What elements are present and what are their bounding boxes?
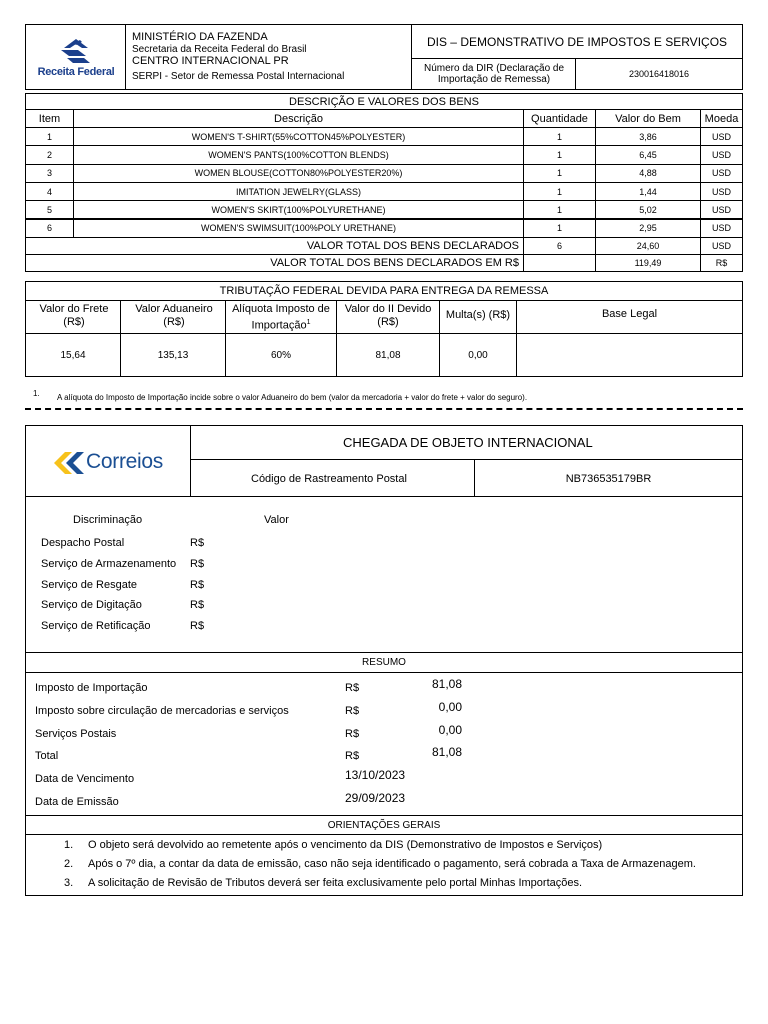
col-valor-bem: Valor do Bem: [595, 109, 701, 128]
total-brl-qty: [523, 254, 596, 272]
guidance-number: 2.: [64, 858, 74, 870]
total-brl-value: 119,49: [595, 254, 701, 272]
total-qty: 6: [523, 237, 596, 255]
tax-aliquota: 60%: [270, 349, 291, 361]
row-currency: USD: [700, 164, 743, 183]
row-value: 5,02: [595, 200, 701, 219]
row-value: 4,88: [595, 164, 701, 183]
row-currency: USD: [700, 200, 743, 219]
secretariat-text: Secretaria da Receita Federal do Brasil: [132, 44, 307, 55]
guidance-text: Após o 7º dia, a contar da data de emissão, caso não seja identificado o pagamento, será cobrada a Taxa de Armazenagem.: [88, 858, 696, 870]
row-qty: 1: [523, 145, 596, 164]
row-currency: USD: [700, 182, 743, 201]
summary-label: Data de Vencimento: [35, 773, 135, 785]
summary-currency: R$: [345, 750, 360, 762]
service-currency: R$: [190, 537, 205, 549]
summary-label: Total: [35, 750, 59, 762]
row-currency: USD: [700, 127, 743, 146]
tax-title: TRIBUTAÇÃO FEDERAL DEVIDA PARA ENTREGA DA REMESSA: [25, 281, 743, 301]
row-desc: WOMEN BLOUSE(COTTON80%POLYESTER20%): [73, 164, 524, 183]
service-currency: R$: [190, 599, 205, 612]
summary-label: Imposto de Importação: [35, 682, 148, 694]
ministry-text: MINISTÉRIO DA FAZENDA: [132, 31, 268, 43]
guidance-number: 1.: [64, 839, 74, 851]
summary-currency: R$: [345, 682, 360, 694]
service-currency: R$: [190, 578, 205, 591]
row-item: 6: [25, 219, 74, 238]
goods-table: [25, 109, 743, 272]
footnote-mark: 1.: [33, 389, 40, 398]
col-item: Item: [25, 109, 74, 128]
tax-col-aliquota: [227, 303, 335, 333]
tax-col-aliquota-sup: 1: [306, 319, 311, 326]
row-currency: USD: [700, 145, 743, 164]
center-text: CENTRO INTERNACIONAL PR: [132, 55, 289, 67]
row-qty: 1: [523, 127, 596, 146]
service-label: Serviço de Resgate: [41, 578, 137, 591]
col-descricao: Descrição: [73, 109, 524, 128]
row-item: 4: [25, 182, 74, 201]
row-qty: 1: [523, 164, 596, 183]
row-desc: WOMEN'S SWIMSUIT(100%POLY URETHANE): [73, 219, 524, 238]
col-moeda: Moeda: [700, 109, 743, 128]
row-desc: WOMEN'S SKIRT(100%POLYURETHANE): [73, 200, 524, 219]
summary-currency: R$: [345, 705, 360, 717]
row-qty: 1: [523, 200, 596, 219]
tax-col-base: Base Legal: [601, 308, 658, 320]
service-label: Serviço de Retificação: [41, 620, 151, 633]
guidance-number: 3.: [64, 877, 74, 889]
service-label: Serviço de Digitação: [41, 599, 142, 612]
total-value: 24,60: [595, 237, 701, 255]
service-currency: R$: [190, 557, 205, 570]
service-label: Serviço de Armazenamento: [41, 557, 177, 570]
total-label: VALOR TOTAL DOS BENS DECLARADOS: [25, 237, 524, 255]
total-brl-label: VALOR TOTAL DOS BENS DECLARADOS EM R$: [25, 254, 524, 272]
tax-ii: 81,08: [375, 349, 401, 361]
row-item: 3: [25, 164, 74, 183]
row-item: 1: [25, 127, 74, 146]
row-item: 5: [25, 200, 74, 219]
row-value: 6,45: [595, 145, 701, 164]
correios-arrows-icon: [52, 450, 86, 476]
dir-number: 230016418016: [628, 69, 690, 79]
correios-title: CHEGADA DE OBJETO INTERNACIONAL: [343, 435, 593, 450]
summary-value: 81,08: [431, 745, 462, 759]
tracking-label: Código de Rastreamento Postal: [251, 472, 407, 485]
row-desc: WOMEN'S T-SHIRT(55%COTTON45%POLYESTER): [73, 127, 524, 146]
tax-col-aliquota-label: Alíquota Imposto de Importação: [232, 303, 330, 332]
row-currency: USD: [700, 219, 743, 238]
dir-label: Número da DIR (Declaração de Importação de Remessa): [423, 63, 565, 85]
summary-value: 29/09/2023: [345, 791, 406, 805]
summary-title: RESUMO: [25, 652, 743, 673]
correios-logo: [52, 448, 172, 478]
guidance-title: ORIENTAÇÕES GERAIS: [25, 815, 743, 835]
row-desc: WOMEN'S PANTS(100%COTTON BLENDS): [73, 145, 524, 164]
summary-value: 13/10/2023: [345, 768, 406, 782]
service-currency: R$: [190, 620, 205, 633]
summary-label: Serviços Postais: [35, 728, 117, 740]
sector-text: SERPI - Setor de Remessa Postal Internacional: [132, 71, 345, 82]
tracking-code: NB736535179BR: [565, 472, 652, 485]
row-qty: 1: [523, 182, 596, 201]
footnote-text: A alíquota do Imposto de Importação incide sobre o valor Aduaneiro do bem (valor da mercadoria + valor do frete + valor do seguro).: [57, 393, 528, 402]
row-desc: IMITATION JEWELRY(GLASS): [73, 182, 524, 201]
guidance-text: O objeto será devolvido ao remetente após o vencimento da DIS (Demonstrativo de Impostos e Serviços): [88, 839, 603, 851]
row-value: 1,44: [595, 182, 701, 201]
tax-base: [517, 334, 742, 376]
tax-col-multa: Multa(s) (R$): [445, 309, 511, 321]
row-value: 3,86: [595, 127, 701, 146]
summary-value: 81,08: [431, 677, 462, 691]
correios-logo-text: Correios: [86, 450, 163, 473]
tax-aduaneiro: 135,13: [157, 349, 189, 361]
cut-line: [25, 408, 743, 410]
receita-federal-logo: [34, 36, 118, 80]
total-brl-currency: R$: [700, 254, 743, 272]
receita-logo-text: Receita Federal: [37, 66, 115, 78]
summary-value: 0,00: [438, 700, 462, 714]
row-item: 2: [25, 145, 74, 164]
col-quantidade: Quantidade: [523, 109, 596, 128]
summary-value: 0,00: [438, 723, 462, 737]
summary-label: Imposto sobre circulação de mercadorias e serviços: [35, 705, 289, 717]
row-value: 2,95: [595, 219, 701, 238]
tax-col-frete: Valor do Frete (R$): [39, 303, 109, 328]
tax-col-aduaneiro: Valor Aduaneiro (R$): [135, 303, 213, 328]
summary-label: Data de Emissão: [35, 796, 119, 808]
summary-currency: R$: [345, 728, 360, 740]
row-qty: 1: [523, 219, 596, 238]
tax-col-ii: Valor do II Devido (R$): [344, 303, 432, 328]
guidance-text: A solicitação de Revisão de Tributos deverá ser feita exclusivamente pelo portal Minhas Importações.: [88, 877, 583, 889]
value-header: Valor: [264, 514, 289, 526]
tax-multa: 0,00: [468, 349, 488, 361]
service-label: Despacho Postal: [41, 537, 125, 549]
doc-title: DIS – DEMONSTRATIVO DE IMPOSTOS E SERVIÇOS: [426, 34, 728, 49]
disc-header: Discriminação: [73, 514, 143, 526]
goods-title: DESCRIÇÃO E VALORES DOS BENS: [25, 93, 743, 110]
tax-frete: 15,64: [60, 349, 86, 361]
total-currency: USD: [700, 237, 743, 255]
